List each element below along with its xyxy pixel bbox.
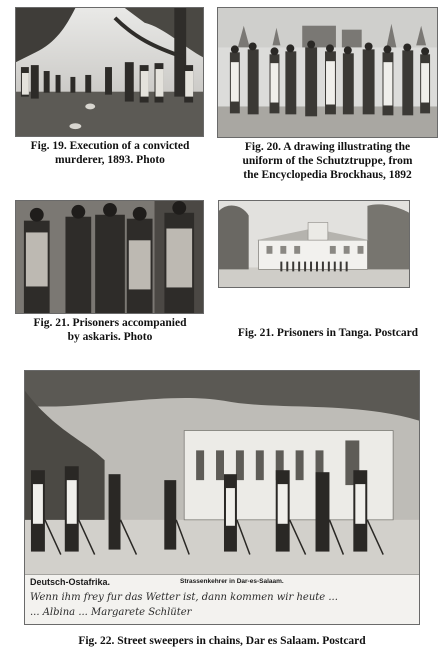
fig19-photo: [15, 7, 204, 137]
fig21a-photo: [15, 200, 204, 314]
fig21b-postcard: [218, 200, 410, 288]
fig22-postcard-header-left: Deutsch-Ostafrika.: [30, 577, 111, 587]
fig20-caption-line: Fig. 20. A drawing illustrating the: [244, 141, 411, 153]
fig22-handwriting-line: ... Albina ... Margarete Schlüter: [30, 607, 192, 618]
fig19-caption-line: Fig. 19. Execution of a convicted: [30, 140, 190, 152]
fig19-caption: [10, 139, 210, 167]
fig22-caption: [0, 634, 444, 648]
fig21b-caption-line: Fig. 21. Prisoners in Tanga. Postcard: [237, 327, 419, 339]
fig21b-caption: [214, 326, 442, 340]
fig22-postcard-header-center: Strassenkehrer in Dar-es-Salaam.: [180, 578, 284, 585]
fig19-caption-line: murderer, 1893. Photo: [55, 154, 165, 166]
fig22-handwriting-line: Wenn ihm frey fur das Wetter ist, dann kommen wir heute ...: [30, 592, 338, 603]
fig21a-caption-line: Fig. 21. Prisoners accompanied: [33, 317, 187, 329]
fig20-caption-line: uniform of the Schutztruppe, from: [242, 155, 413, 167]
fig20-caption: [216, 140, 439, 182]
fig21a-caption-line: by askaris. Photo: [67, 331, 153, 343]
fig20-caption-line: the Encyclopedia Brockhaus, 1892: [243, 169, 412, 181]
fig22-caption-line: Fig. 22. Street sweepers in chains, Dar es Salaam. Postcard: [78, 635, 366, 647]
fig20-drawing: [217, 7, 438, 138]
fig21a-caption: [10, 316, 210, 344]
